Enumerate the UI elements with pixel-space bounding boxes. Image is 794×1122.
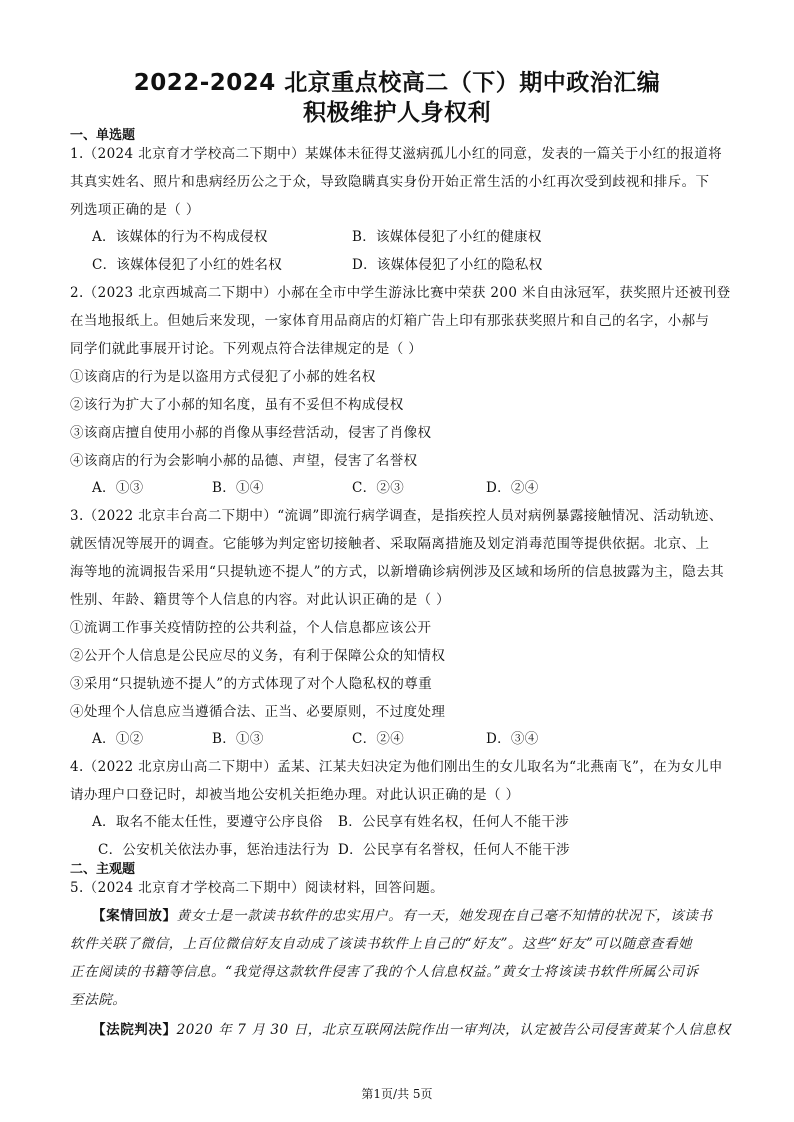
q3-statement: ②公开个人信息是公民应尽的义务，有利于保障公众的知情权 (70, 648, 446, 664)
q2-option-a: A．①③ (92, 480, 144, 496)
page-number-footer: 第1页/共 5页 (361, 1087, 433, 1101)
q3-option-d: D．③④ (486, 731, 539, 747)
q5-intro: 5.（2024 北京育才学校高二下期中）阅读材料，回答问题。 (70, 880, 445, 896)
q5-case-line: 正在阅读的书籍等信息。“我觉得这款软件侵害了我的个人信息权益。”黄女士将该读书软件所属公司诉 (70, 964, 699, 980)
q3-stem-line: 3.（2022 北京丰台高二下期中）“流调”即流行病学调查，是指疾控人员对病例暴露接触情况、活动轨迹、 (70, 508, 723, 524)
q5-court-line: 【法院判决】2020 年 7 月 30 日，北京互联网法院作出一审判决，认定被告公司侵害黄某个人信息权 (92, 1022, 731, 1038)
q4-stem-line: 4.（2022 北京房山高二下期中）孟某、江某夫妇决定为他们刚出生的女儿取名为“北燕南飞”，在为女儿申 (70, 759, 723, 775)
q1-stem-line: 列选项正确的是（ ） (70, 202, 200, 218)
q1-stem-line: 1.（2024 北京育才学校高二下期中）某媒体未征得艾滋病孤儿小红的同意，发表的一篇关于小红的报道将 (70, 146, 723, 162)
q4-option-d: D．公民享有名誉权，任何人不能干涉 (338, 842, 570, 858)
section-heading-subjective: 二、主观题 (70, 862, 136, 877)
q2-stem-line: 2.（2023 北京西城高二下期中）小郝在全市中学生游泳比赛中荣获 200 米自由泳冠军，获奖照片还被刊登 (70, 285, 731, 301)
q2-stem-line: 在当地报纸上。但她后来发现，一家体育用品商店的灯箱广告上印有那张获奖照片和自己的名字，小郝与 (70, 313, 710, 329)
q4-option-a: A．取名不能太任性，要遵守公序良俗 (92, 814, 323, 830)
q3-stem-line: 性别、年龄、籍贯等个人信息的内容。对此认识正确的是（ ） (70, 592, 450, 608)
document-subtitle: 积极维护人身权利 (303, 100, 491, 126)
q2-option-d: D．②④ (486, 480, 539, 496)
q3-stem-line: 就医情况等展开的调查。它能够为判定密切接触者、采取隔离措施及划定消毒范围等提供依据。北京、上 (70, 536, 710, 552)
q1-option-d: D．该媒体侵犯了小红的隐私权 (352, 257, 543, 273)
q3-option-a: A．①② (92, 731, 144, 747)
q3-statement: ④处理个人信息应当遵循合法、正当、必要原则，不过度处理 (70, 704, 446, 720)
q4-option-c: C．公安机关依法办事，惩治违法行为 (98, 842, 330, 858)
section-heading-single-choice: 一、单选题 (70, 128, 136, 143)
q3-option-c: C．②④ (352, 731, 405, 747)
q5-case-line: 至法院。 (70, 992, 127, 1008)
q3-statement: ①流调工作事关疫情防控的公共利益，个人信息都应该公开 (70, 620, 432, 636)
q1-option-c: C．该媒体侵犯了小红的姓名权 (92, 257, 283, 273)
q5-court-label: 【法院判决】 (92, 1022, 177, 1038)
q1-option-a: A．该媒体的行为不构成侵权 (92, 229, 268, 245)
q2-statement: ③该商店擅自使用小郝的肖像从事经营活动，侵害了肖像权 (70, 425, 432, 441)
q3-option-b: B．①③ (212, 731, 264, 747)
q1-option-b: B．该媒体侵犯了小红的健康权 (352, 229, 542, 245)
q3-stem-line: 海等地的流调报告采用“只提轨迹不提人”的方式，以新增确诊病例涉及区域和场所的信息披露为主，隐去其 (70, 564, 725, 580)
q2-statement: ①该商店的行为是以盗用方式侵犯了小郝的姓名权 (70, 369, 376, 385)
q1-stem-line: 其真实姓名、照片和患病经历公之于众，导致隐瞒真实身份开始正常生活的小红再次受到歧视和排斥。下 (70, 174, 710, 190)
q2-option-b: B．①④ (212, 480, 264, 496)
q2-option-c: C．②③ (352, 480, 405, 496)
q2-statement: ④该商店的行为会影响小郝的品德、声望，侵害了名誉权 (70, 453, 418, 469)
q2-statement: ②该行为扩大了小郝的知名度，虽有不妥但不构成侵权 (70, 397, 404, 413)
q2-stem-line: 同学们就此事展开讨论。下列观点符合法律规定的是（ ） (70, 341, 423, 357)
q5-case-label: 【案情回放】 (92, 908, 177, 924)
q4-option-b: B．公民享有姓名权，任何人不能干涉 (338, 814, 570, 830)
q3-statement: ③采用“只提轨迹不提人”的方式体现了对个人隐私权的尊重 (70, 676, 433, 692)
q5-case-line: 【案情回放】黄女士是一款读书软件的忠实用户。有一天，她发现在自己毫不知情的状况下，该读书 (92, 908, 713, 924)
q4-stem-line: 请办理户口登记时，却被当地公安机关拒绝办理。对此认识正确的是（ ） (70, 787, 520, 803)
document-title: 2022-2024 北京重点校高二（下）期中政治汇编 (133, 70, 661, 96)
q5-case-line: 软件关联了微信，上百位微信好友自动成了该读书软件上自己的“好友”。这些“好友”可以随意查看她 (70, 936, 693, 952)
